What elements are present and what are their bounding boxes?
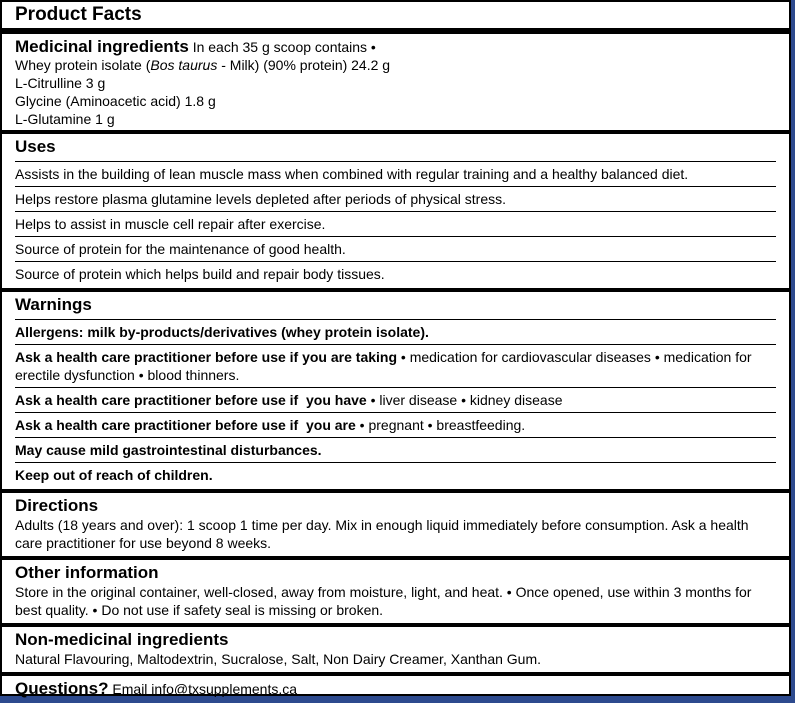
questions-heading: Questions? (15, 679, 109, 698)
other-info-text: Store in the original container, well-closed, away from moisture, light, and heat. • Once opened, use within 3 months for best quality. • Do not use if safety seal is missing or broken. (15, 584, 752, 618)
panel-title: Product Facts (2, 2, 789, 34)
use-item: Helps restore plasma glutamine levels depleted after periods of physical stress. (15, 186, 776, 211)
nonmed-section (2, 627, 789, 676)
children-warning: Keep out of reach of children. (15, 462, 776, 487)
warnings-section (2, 292, 789, 493)
questions-section (2, 676, 789, 700)
have-bold: Ask a health care practitioner before use if you have (15, 392, 367, 408)
whey-line (15, 56, 776, 74)
warnings-heading: Warnings (15, 295, 92, 314)
uses-heading: Uses (15, 137, 56, 156)
taking-warning (15, 344, 776, 387)
nonmed-heading: Non-medicinal ingredients (15, 630, 229, 649)
directions-section (2, 493, 789, 560)
ingredient-line: Glycine (Aminoacetic acid) 1.8 g (15, 93, 216, 109)
allergens-warning: Allergens: milk by-products/derivatives (whey protein isolate). (15, 319, 776, 344)
uses-section (2, 134, 789, 292)
gi-warning: May cause mild gastrointestinal disturbances. (15, 437, 776, 462)
are-warning (15, 412, 776, 437)
questions-email[interactable]: Email info@txsupplements.ca (112, 681, 298, 697)
use-item: Source of protein for the maintenance of good health. (15, 236, 776, 261)
nonmed-text: Natural Flavouring, Maltodextrin, Sucralose, Salt, Non Dairy Creamer, Xanthan Gum. (15, 651, 542, 667)
whey-pre: Whey protein isolate ( (15, 57, 151, 73)
use-item: Source of protein which helps build and repair body tissues. (15, 261, 776, 286)
are-rest: • pregnant • breastfeeding. (355, 417, 526, 433)
are-bold: Ask a health care practitioner before use if you are (15, 417, 356, 433)
taking-rest: • medication for cardiovascular diseases • medication for erectile dysfunction • blood thinners. (15, 349, 752, 383)
directions-text: Adults (18 years and over): 1 scoop 1 time per day. Mix in enough liquid immediately before consumption. Ask a health care practitioner for use beyond 8 weeks. (15, 517, 749, 551)
whey-post: - Milk) (90% protein) 24.2 g (217, 57, 391, 73)
other-info-section (2, 560, 789, 627)
ingredient-line: L-Glutamine 1 g (15, 111, 115, 127)
whey-species: Bos taurus (150, 57, 218, 73)
ingredient-line: L-Citrulline 3 g (15, 75, 106, 91)
directions-heading: Directions (15, 496, 99, 515)
medicinal-header-line (15, 38, 776, 56)
medicinal-heading: Medicinal ingredients (15, 37, 189, 56)
taking-bold: Ask a health care practitioner before use if you are taking (15, 349, 398, 365)
other-info-heading: Other information (15, 563, 159, 582)
questions-line (15, 680, 776, 698)
have-rest: • liver disease • kidney disease (366, 392, 563, 408)
medicinal-intro: In each 35 g scoop contains • (192, 39, 376, 55)
use-item: Helps to assist in muscle cell repair after exercise. (15, 211, 776, 236)
use-item: Assists in the building of lean muscle mass when combined with regular training and a healthy balanced diet. (15, 161, 776, 186)
have-warning (15, 387, 776, 412)
medicinal-section (2, 34, 789, 134)
